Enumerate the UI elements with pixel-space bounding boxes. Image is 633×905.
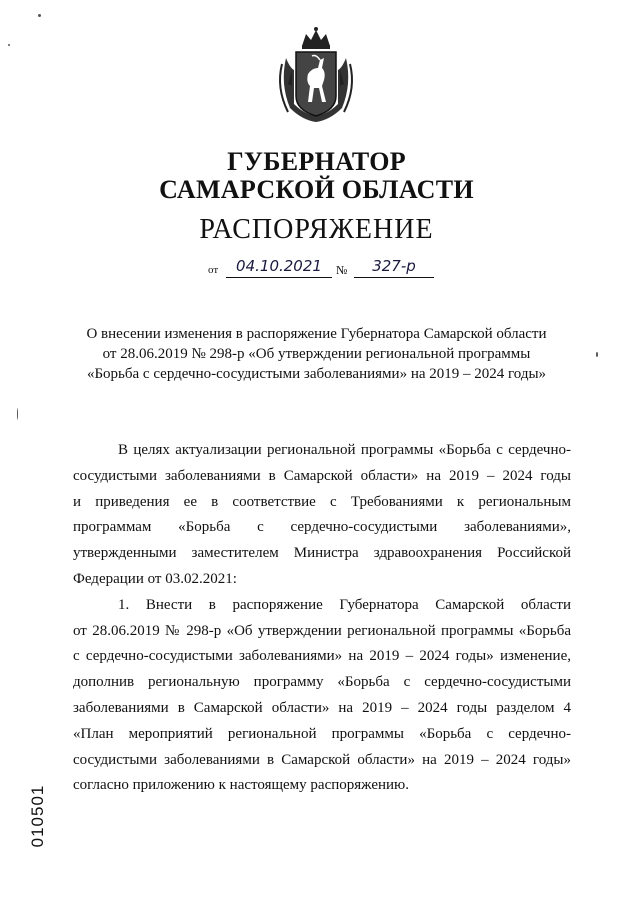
authority-title-line1: ГУБЕРНАТОР bbox=[227, 147, 406, 176]
date-label: от bbox=[208, 264, 219, 276]
document-type: РАСПОРЯЖЕНИЕ bbox=[199, 214, 434, 245]
subject-line: от 28.06.2019 № 298-р «Об утверждении региональной программы bbox=[102, 346, 531, 362]
body-line: сосудистыми заболеваниями в Самарской области» на 2019 – 2024 годы bbox=[73, 467, 571, 484]
authority-title-line2: САМАРСКОЙ ОБЛАСТИ bbox=[159, 175, 474, 204]
subject-line: «Борьба с сердечно-сосудистыми заболеваниями» на 2019 – 2024 годы» bbox=[86, 366, 547, 382]
number-label: № bbox=[336, 263, 348, 277]
body-line: В целях актуализации региональной программы «Борьба с сердечно- bbox=[118, 442, 571, 458]
samara-coat-of-arms-icon bbox=[272, 24, 360, 124]
body-line: программам «Борьба с сердечно-сосудистыми заболеваниями», bbox=[73, 519, 571, 536]
number-value: 327-р bbox=[354, 255, 434, 278]
body-line: дополнив региональную программу «Борьба с сердечно-сосудистыми bbox=[73, 674, 571, 691]
body-line: и приведения ее в соответствие с Требованиями к региональным bbox=[73, 493, 571, 510]
scan-speck bbox=[17, 408, 18, 420]
scan-speck bbox=[596, 352, 598, 357]
margin-stamp bbox=[20, 786, 56, 846]
body-line: сосудистыми заболеваниями в Самарской области» на 2019 – 2024 годы» bbox=[73, 751, 571, 768]
body-line: заболеваниями в Самарской области» на 2019 – 2024 годы разделом 4 bbox=[73, 699, 571, 716]
preamble-paragraph bbox=[73, 438, 571, 593]
document-subject bbox=[60, 324, 573, 384]
body-line: утвержденными заместителем Министра здравоохранения Российской bbox=[73, 545, 571, 562]
body-line: Федерации от 03.02.2021: bbox=[73, 570, 237, 587]
date-value: 04.10.2021 bbox=[226, 255, 332, 278]
subject-line: О внесении изменения в распоряжение Губернатора Самарской области bbox=[86, 326, 547, 342]
scan-speck bbox=[38, 14, 41, 17]
body-line: от 28.06.2019 № 298-р «Об утверждении региональной программы «Борьба bbox=[73, 622, 571, 639]
item-1-paragraph bbox=[73, 593, 571, 799]
body-line: согласно приложению к настоящему распоряжению. bbox=[73, 777, 410, 794]
margin-stamp-number: 010501 bbox=[28, 784, 47, 848]
document-reference bbox=[208, 255, 438, 281]
body-line: «План мероприятий региональной программы «Борьба с сердечно- bbox=[73, 725, 571, 742]
body-line: 1. Внести в распоряжение Губернатора Самарской области bbox=[118, 596, 571, 613]
scan-speck bbox=[8, 44, 10, 46]
document-body bbox=[73, 438, 571, 799]
body-line: с сердечно-сосудистыми заболеваниями» на 2019 – 2024 годы» изменение, bbox=[73, 648, 571, 665]
